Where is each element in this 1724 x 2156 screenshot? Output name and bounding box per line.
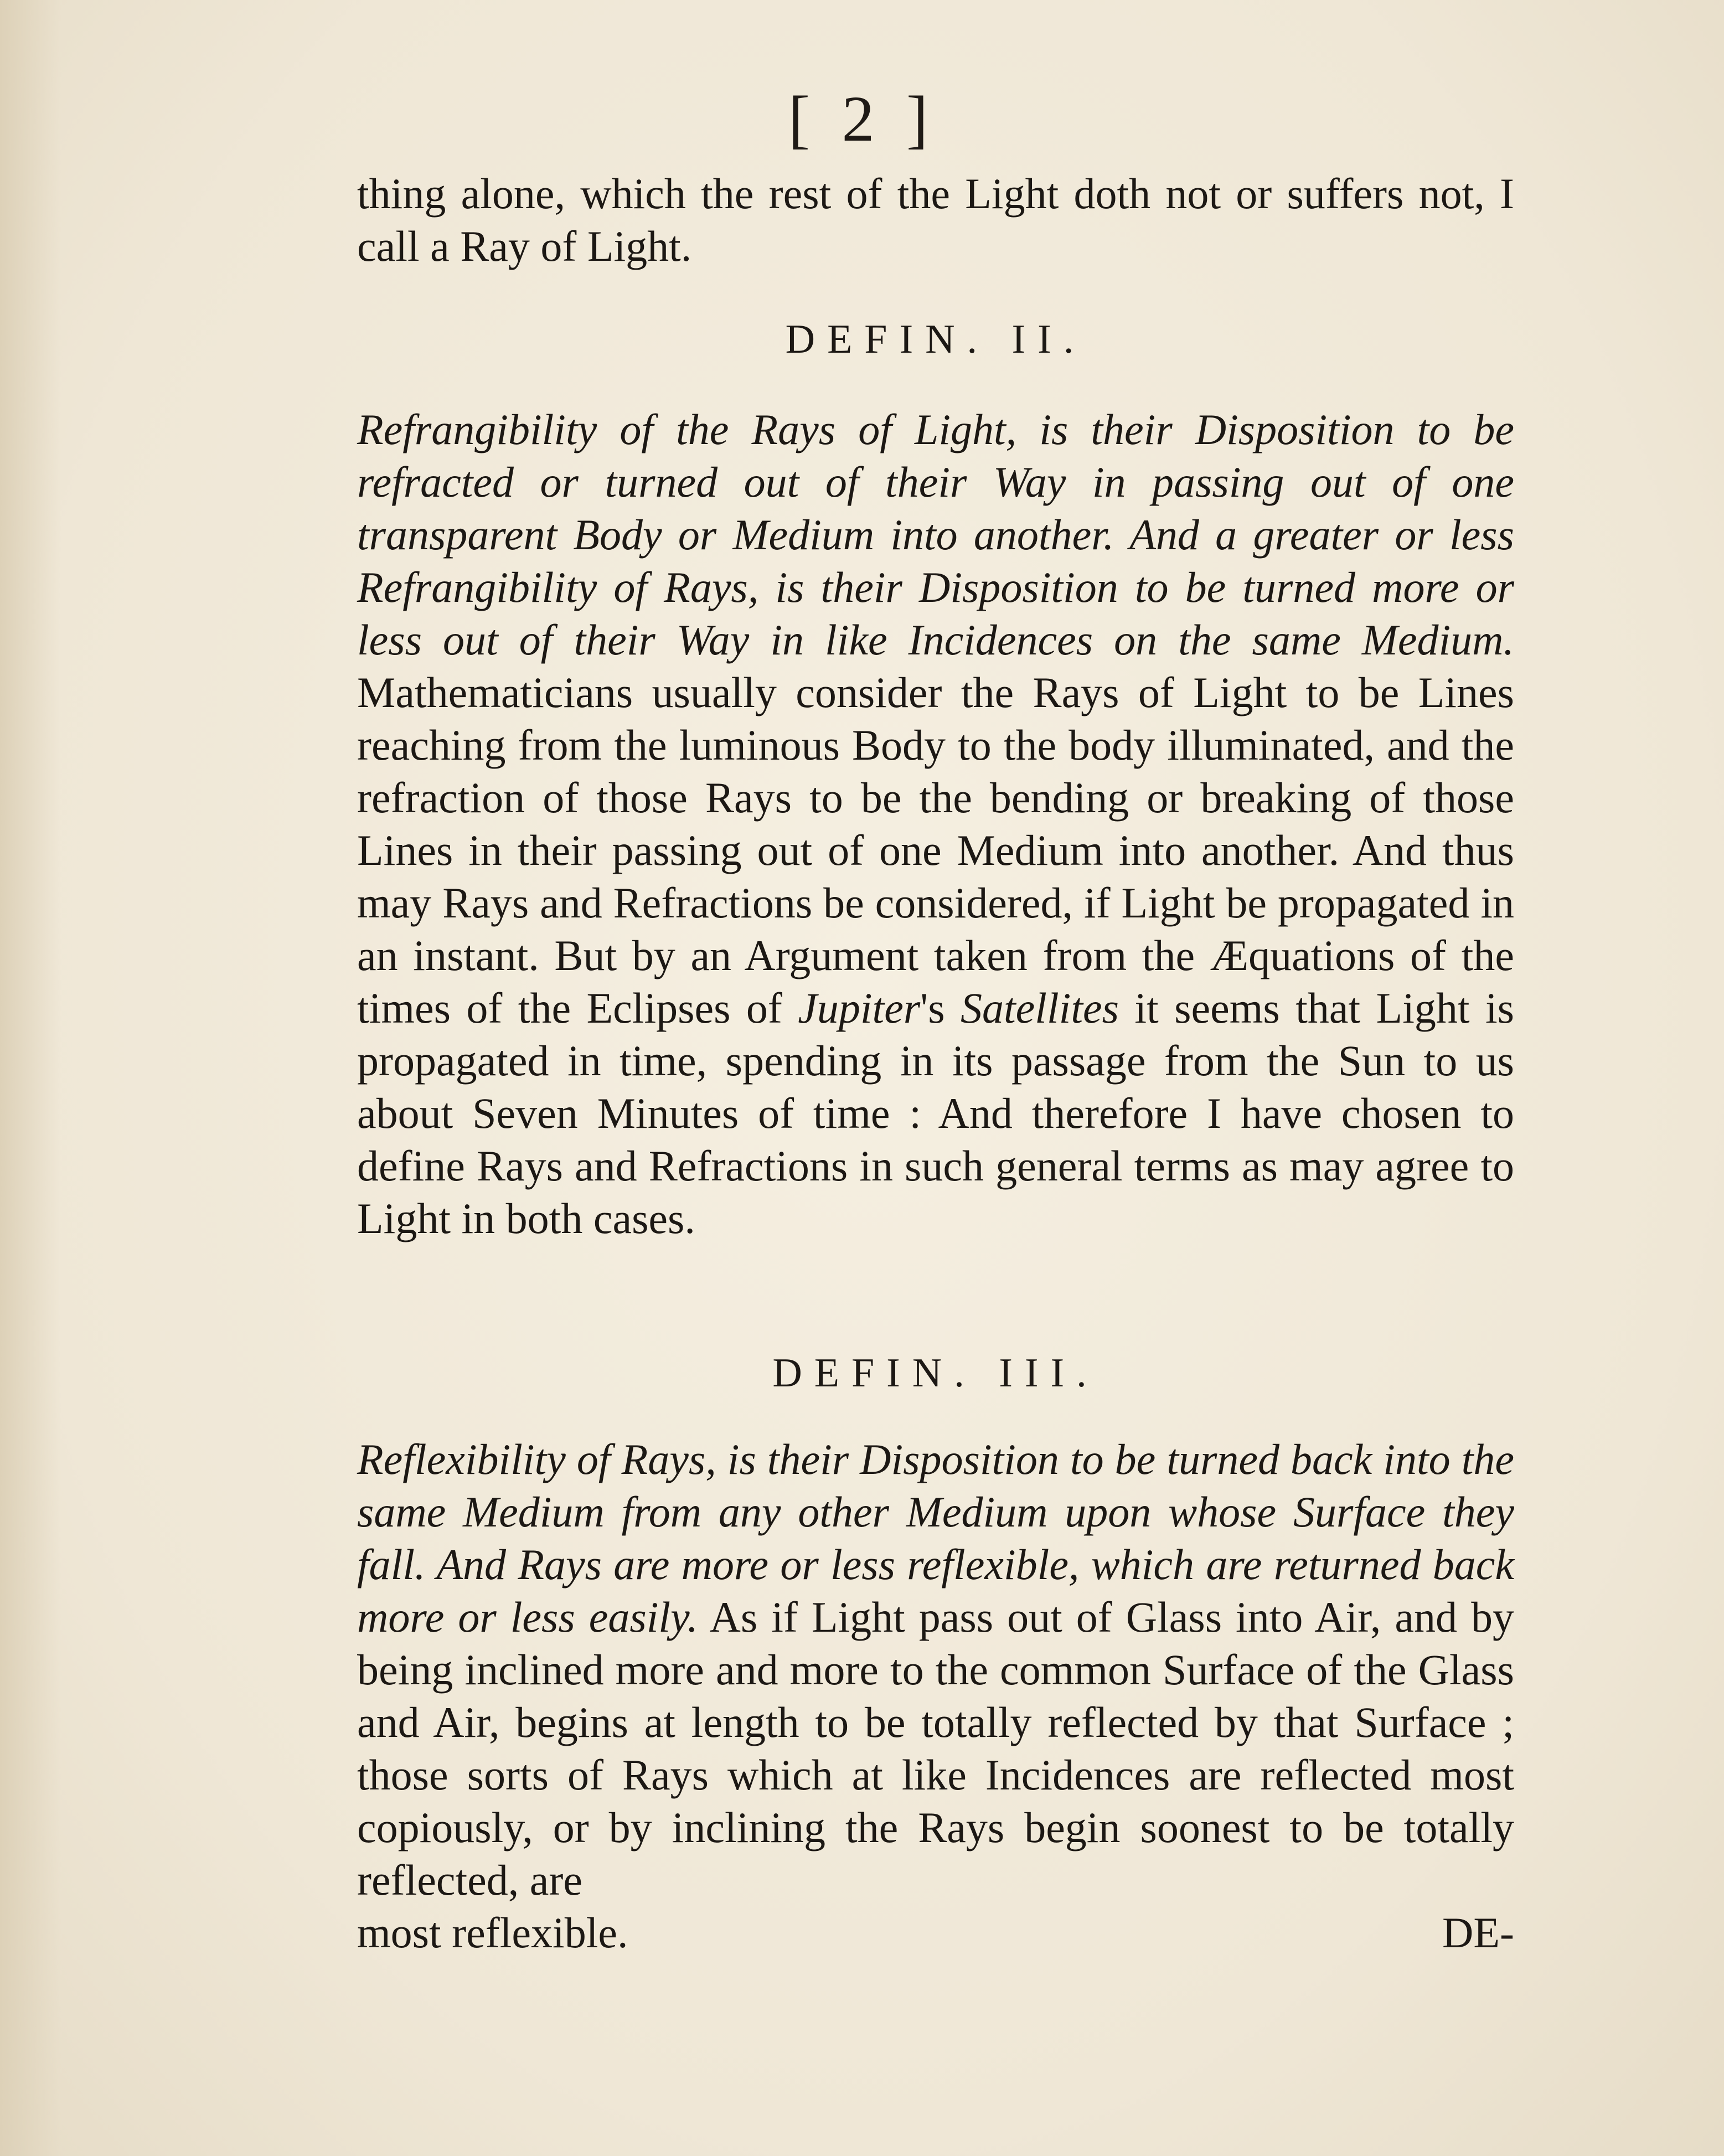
definition-2-commentary-a: Mathematicians usually consider the Rays of Light to be Lines reaching from the luminous Body to the body illuminated, and the refraction of those Rays to be the bending or breaking of those Lines in their passing out of one Medium into another. And thus may Rays and Refractions be considered, if Light be propagated in an instant. But by an Argument taken from the Æquations of the times of the Eclipses of xyxy=(357,668,1514,1032)
definition-3-heading: DEFIN. III. xyxy=(772,1350,1099,1396)
gutter-shadow xyxy=(0,0,61,2156)
definition-3-commentary: As if Light pass out of Glass into Air, and by being inclined more and more to the common Surface of the Glass and Air, begins at length to be totally reflected by that Surface ; those sorts of Rays which at like Incidences are reflected most copiously, or by inclining the Rays begin soonest to be totally reflected, are xyxy=(357,1593,1515,1904)
last-line xyxy=(357,1906,1514,1959)
jupiter-word: Jupiter xyxy=(798,984,921,1032)
definition-2-statement: Refrangibility of the Rays of Light, is their Disposition to be refracted or turned out of their Way in passing out of one transparent Body or Medium into another. And a greater or less Refrangibility of Rays, is their Disposition to be turned more or less out of their Way in like Incidences on the same Medium. xyxy=(357,405,1514,664)
definition-3-statement: Reflexibility of Rays, is their Disposition to be turned back into the same Medium from any other Medium upon whose Surface they fall. And Rays are more or less reflexible, which are returned back more or less easily. xyxy=(357,1435,1514,1641)
satellites-word: Satellites xyxy=(961,984,1119,1032)
definition-2-commentary-b: it seems that Light is propagated in time, spending in its passage from the Sun to us about Seven Minutes of time : And therefore I have chosen to define Rays and Refractions in such general terms as may agree to Light in both cases. xyxy=(357,984,1514,1242)
definition-2-paragraph xyxy=(357,403,1514,1245)
catchword: DE- xyxy=(1442,1909,1514,1957)
definition-3-paragraph xyxy=(357,1433,1514,1959)
carry-over-paragraph: thing alone, which the rest of the Light doth not or suffers not, I call a Ray of Light. xyxy=(357,169,1514,270)
page-number: [ 2 ] xyxy=(788,82,936,155)
definition-2-heading: DEFIN. II. xyxy=(785,317,1086,362)
possessive-suffix: 's xyxy=(920,984,961,1032)
definition-3-last-line: most reflexible. xyxy=(357,1909,628,1957)
